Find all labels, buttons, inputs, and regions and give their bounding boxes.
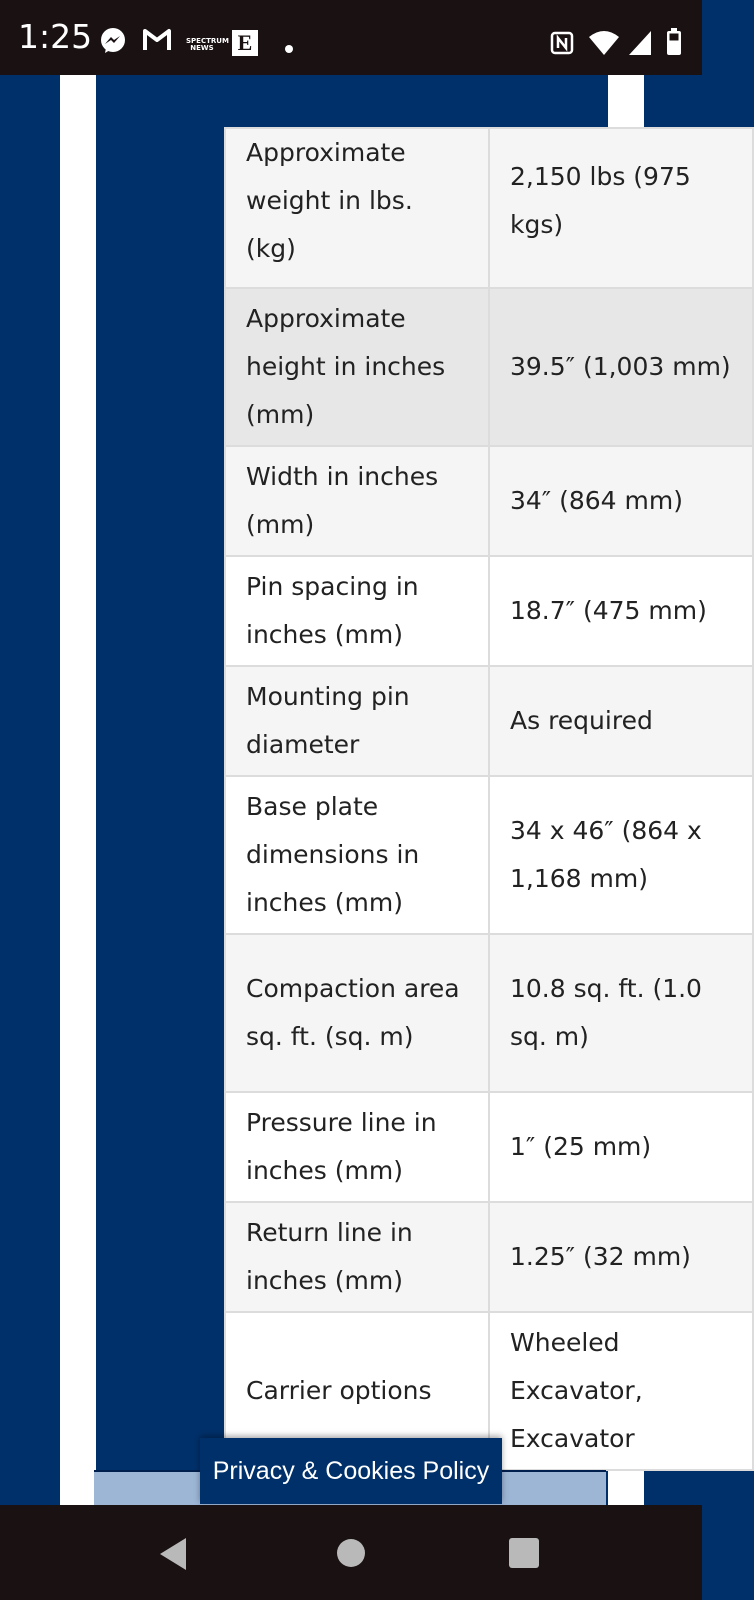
spec-label: Pressure line in inches (mm) — [225, 1092, 489, 1202]
table-row — [225, 666, 753, 776]
spec-label: Mounting pin diameter — [225, 666, 489, 776]
spec-label: Compaction area sq. ft. (sq. m) — [225, 934, 489, 1092]
home-icon[interactable] — [336, 1538, 366, 1572]
spec-value: 39.5″ (1,003 mm) — [489, 288, 753, 446]
table-row — [225, 1202, 753, 1312]
spec-label: Pin spacing in inches (mm) — [225, 556, 489, 666]
dot-icon — [284, 39, 294, 58]
spec-label: Return line in inches (mm) — [225, 1202, 489, 1312]
table-row — [225, 288, 753, 446]
wifi-icon — [588, 30, 620, 60]
table-row — [225, 556, 753, 666]
navigation-bar — [0, 1505, 702, 1600]
gmail-icon — [142, 28, 172, 56]
nfc-icon — [550, 31, 574, 59]
spec-value: Wheeled Excavator, Excavator — [489, 1312, 753, 1470]
spec-value: 10.8 sq. ft. (1.0 sq. m) — [489, 934, 753, 1092]
spec-label: Approximate height in inches (mm) — [225, 288, 489, 446]
spec-value: 18.7″ (475 mm) — [489, 556, 753, 666]
table-row — [225, 934, 753, 1092]
table-row — [225, 446, 753, 556]
status-time: 1:25 — [18, 17, 93, 56]
spec-label: Approximate weight in lbs. (kg) — [225, 128, 489, 288]
status-bar — [0, 0, 702, 75]
content-column — [96, 75, 731, 1505]
spec-value: 34″ (864 mm) — [489, 446, 753, 556]
spec-label: Base plate dimensions in inches (mm) — [225, 776, 489, 934]
messenger-icon — [100, 28, 126, 58]
spec-value: 1.25″ (32 mm) — [489, 1202, 753, 1312]
recents-icon[interactable] — [509, 1538, 539, 1572]
table-row — [225, 128, 753, 288]
spec-value: As required — [489, 666, 753, 776]
spec-value: 34 x 46″ (864 x 1,168 mm) — [489, 776, 753, 934]
privacy-cookies-policy-button[interactable]: Privacy & Cookies Policy — [200, 1438, 502, 1504]
spec-label: Carrier options — [225, 1312, 489, 1470]
spec-value: 1″ (25 mm) — [489, 1092, 753, 1202]
table-row — [225, 1092, 753, 1202]
spec-value: 2,150 lbs (975 kgs) — [489, 128, 753, 288]
cellular-signal-icon — [628, 30, 652, 60]
specifications-table — [224, 127, 754, 1471]
e-icon: E — [232, 30, 258, 56]
spectrum-news-icon: SPECTRUM NEWS — [186, 37, 229, 52]
table-row — [225, 776, 753, 934]
spec-label: Width in inches (mm) — [225, 446, 489, 556]
back-icon[interactable] — [158, 1537, 188, 1575]
battery-icon — [666, 28, 682, 60]
